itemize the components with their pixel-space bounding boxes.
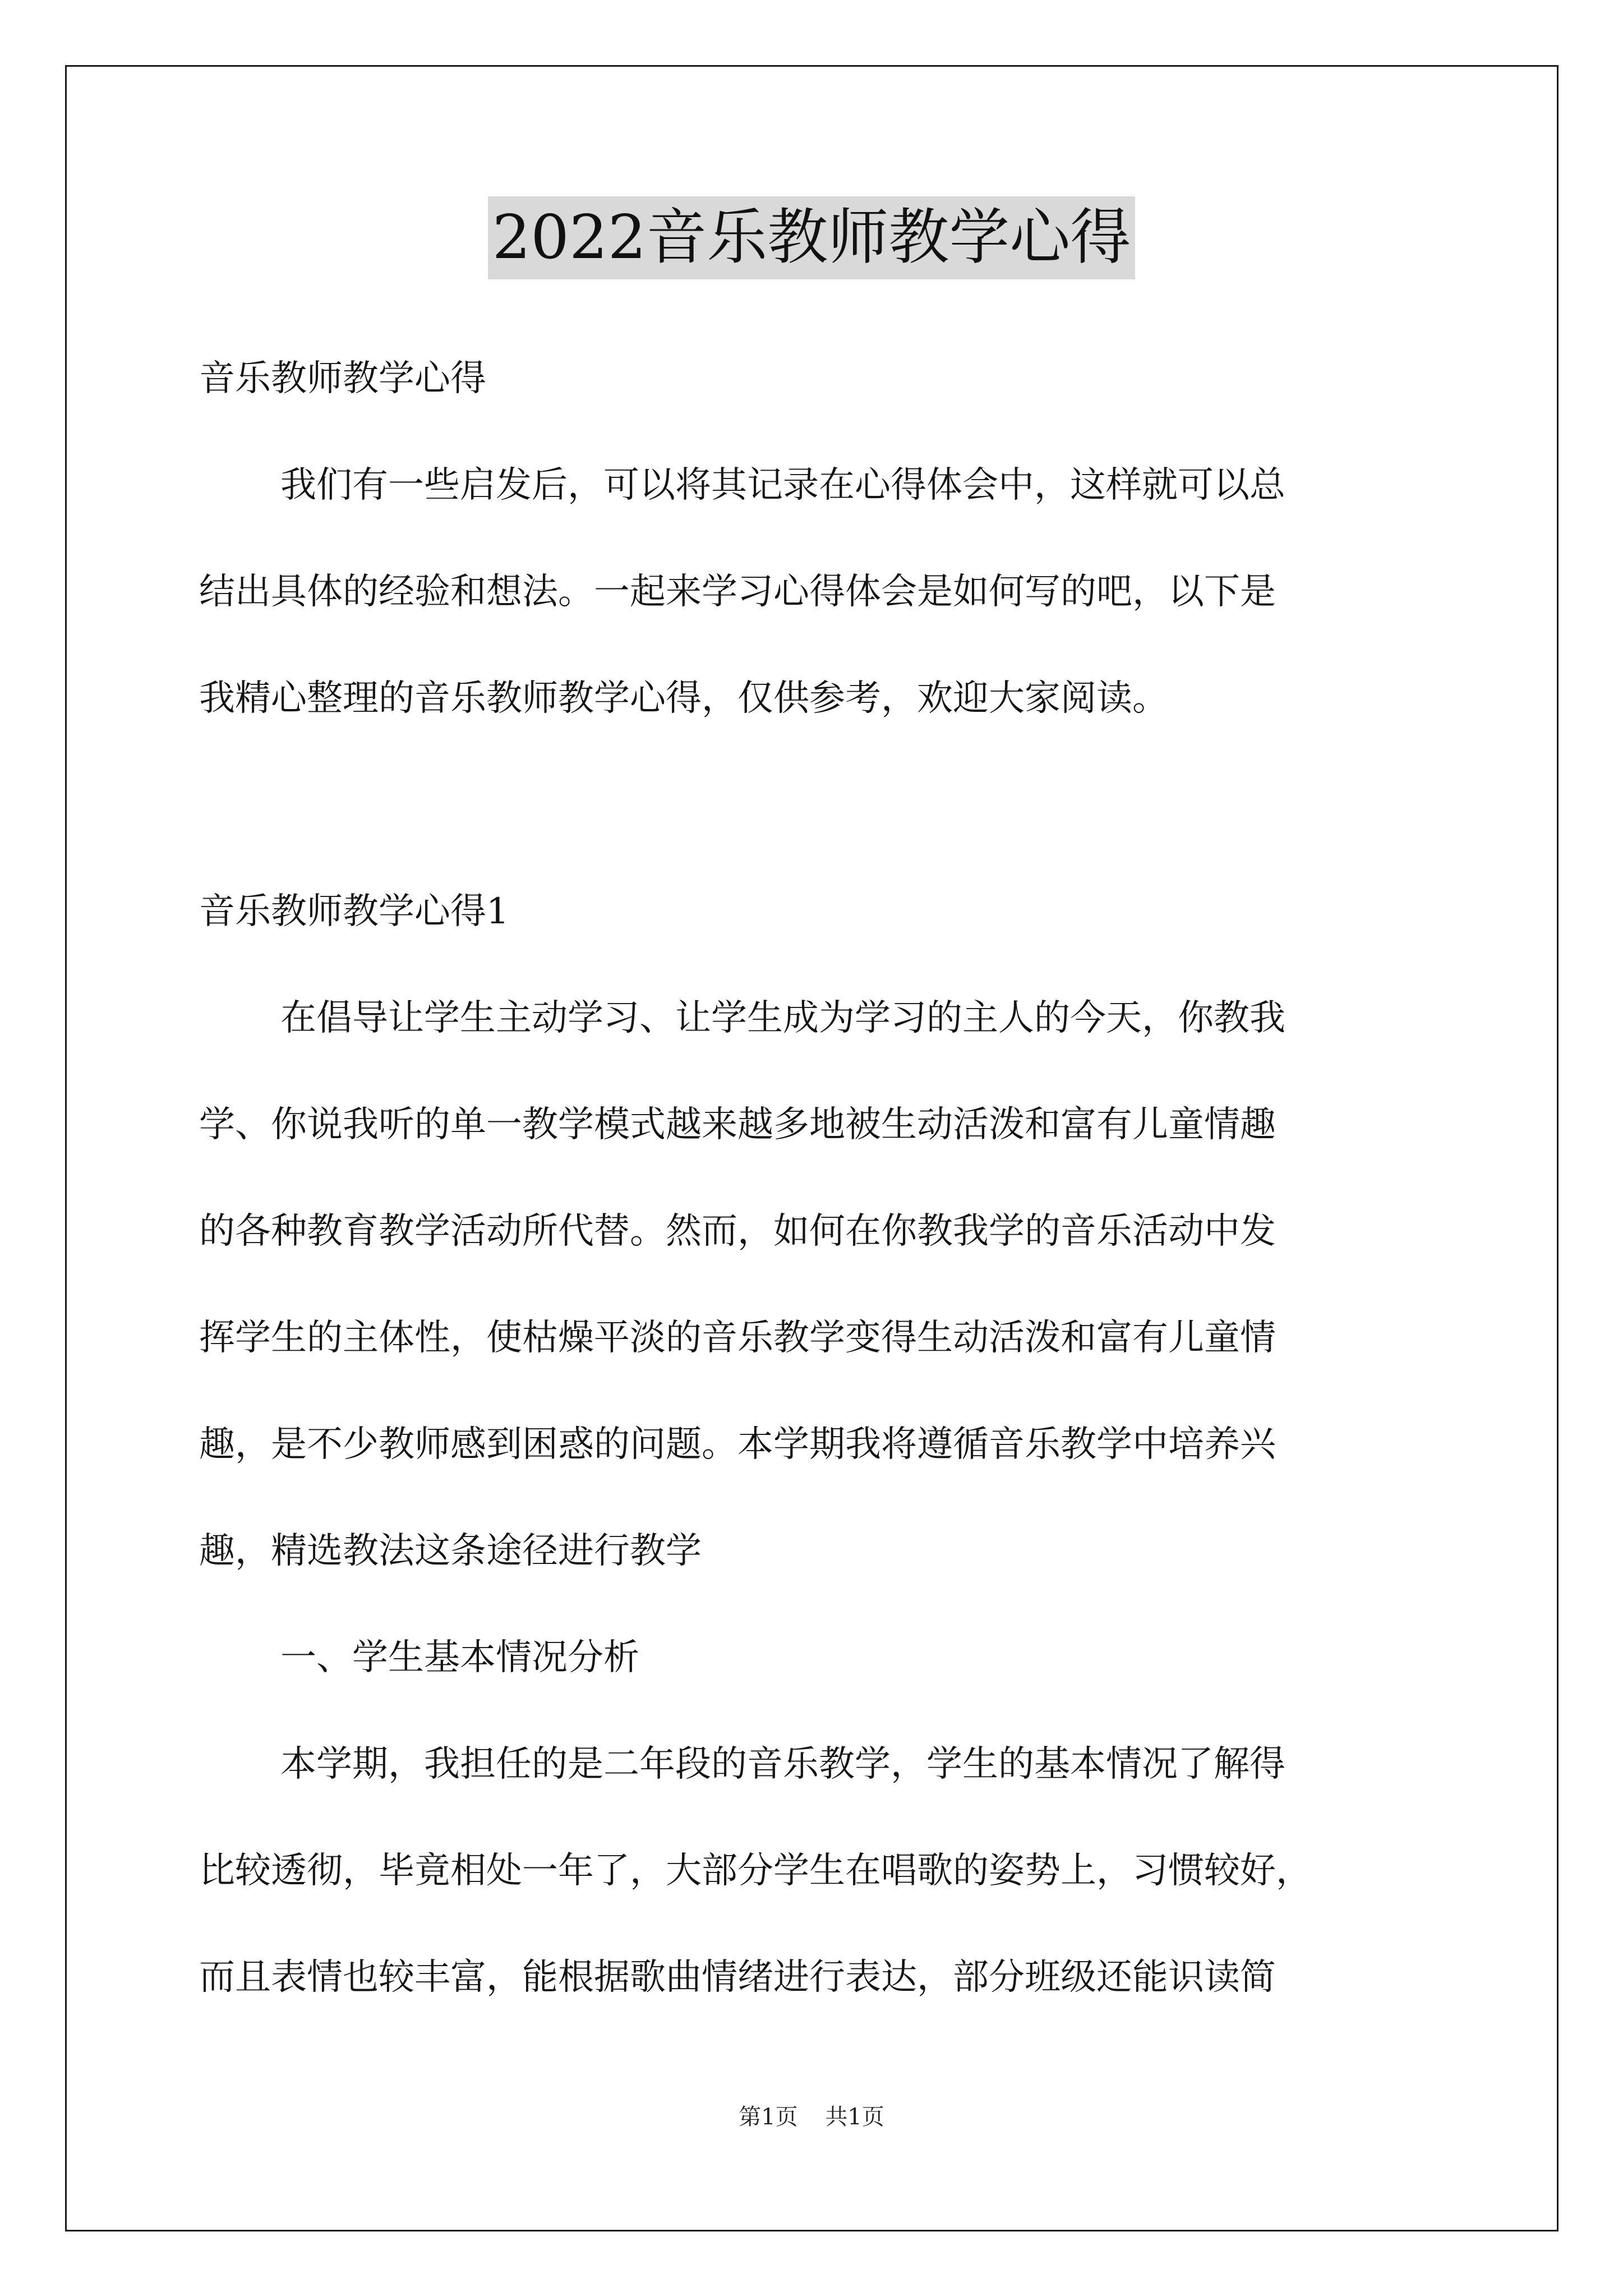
text-line: 趣，精选教法这条途径进行教学 bbox=[199, 1530, 702, 1572]
text-line: 音乐教师教学心得 bbox=[199, 358, 486, 399]
page-footer bbox=[0, 2101, 1623, 2133]
page-number: 第1页 bbox=[739, 2104, 798, 2130]
text-line: 的各种教育教学活动所代替。然而，如何在你教我学的音乐活动中发 bbox=[199, 1211, 1276, 1252]
text-line: 结出具体的经验和想法。一起来学习心得体会是如何写的吧，以下是 bbox=[199, 571, 1276, 613]
text-line: 在倡导让学生主动学习、让学生成为学习的主人的今天，你教我 bbox=[280, 997, 1285, 1039]
title-container bbox=[0, 196, 1623, 279]
text-line: 学、你说我听的单一教学模式越来越多地被生动活泼和富有儿童情趣 bbox=[199, 1104, 1276, 1145]
text-line: 我们有一些启发后，可以将其记录在心得体会中，这样就可以总 bbox=[280, 464, 1285, 506]
text-line: 本学期，我担任的是二年段的音乐教学，学生的基本情况了解得 bbox=[280, 1743, 1285, 1785]
page-total: 共1页 bbox=[825, 2104, 884, 2130]
text-line: 我精心整理的音乐教师教学心得，仅供参考，欢迎大家阅读。 bbox=[199, 678, 1168, 719]
document-title: 2022音乐教师教学心得 bbox=[488, 196, 1136, 279]
text-line: 音乐教师教学心得1 bbox=[199, 891, 509, 932]
text-line: 而且表情也较丰富，能根据歌曲情绪进行表达，部分班级还能识读简 bbox=[199, 1957, 1276, 1998]
text-line: 挥学生的主体性，使枯燥平淡的音乐教学变得生动活泼和富有儿童情 bbox=[199, 1317, 1276, 1359]
text-line: 比较透彻，毕竟相处一年了，大部分学生在唱歌的姿势上，习惯较好， bbox=[199, 1850, 1312, 1892]
text-line: 趣，是不少教师感到困惑的问题。本学期我将遵循音乐教学中培养兴 bbox=[199, 1424, 1276, 1465]
text-line: 一、学生基本情况分析 bbox=[280, 1637, 639, 1678]
